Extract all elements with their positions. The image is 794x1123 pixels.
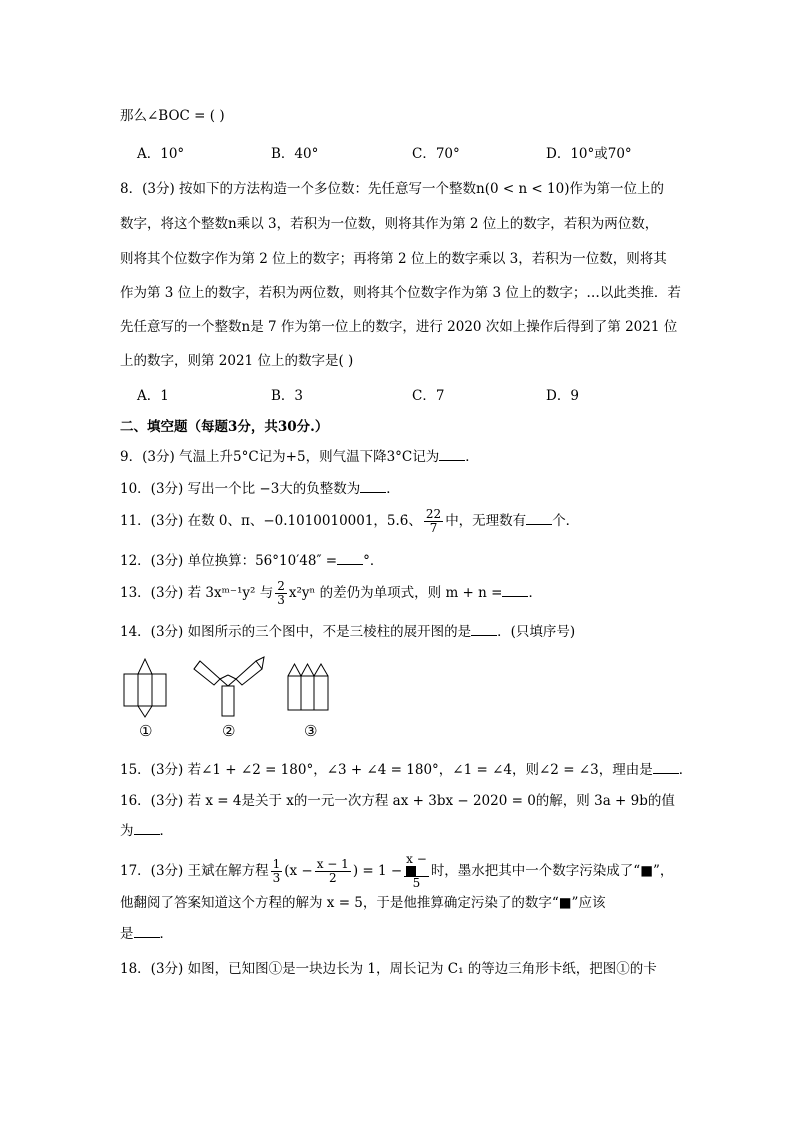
q16-end: ． — [159, 823, 173, 839]
net-figure-1 — [118, 655, 170, 719]
q9 — [120, 448, 479, 466]
q16-line-1: 16．(3分) 若 x = 4是关于 x的一元一次方程 ax + 3bx − 2020 = 0的解，则 3a + 9b的值 — [120, 793, 675, 809]
frac-num: 22 — [425, 507, 442, 521]
q7-option-a: A．10° — [137, 146, 185, 162]
frac-den: 3 — [272, 871, 281, 885]
q11-text: 11．(3分) 在数 0、π、−0.1010010001，5.6̇、 — [120, 513, 422, 529]
frac-num: x − 1 — [316, 857, 349, 871]
figure-label-1: ① — [139, 722, 153, 740]
q8-line-4: 作为第 3 位上的数字，若积为两位数，则将其个位数字作为第 3 位上的数字；…以此类推．若 — [120, 285, 681, 301]
q14-text: 14．(3分) 如图所示的三个图中，不是三棱柱的展开图的是 — [120, 624, 472, 640]
q11-end: 个． — [552, 513, 580, 529]
q12-end: °． — [363, 553, 384, 569]
q8-line-3: 则将其个位数字作为第 2 位上的数字；再将第 2 位上的数字乘以 3，若积为一位数，则将其 — [120, 251, 667, 267]
q14-end: ．(只填序号) — [497, 624, 576, 640]
q8-option-a: A．1 — [137, 388, 169, 404]
q14 — [120, 623, 575, 641]
q13-end: ． — [528, 585, 542, 601]
q17-line-1 — [120, 853, 673, 890]
fraction-1-3 — [271, 858, 283, 885]
q15-text: 15．(3分) 若∠1 + ∠2 = 180°，∠3 + ∠4 = 180°，∠1 = ∠4，则∠2 = ∠3，理由是 — [120, 762, 653, 778]
frac-den: 5 — [412, 876, 421, 890]
q17-text-4: 时，墨水把其中一个数字污染成了“■”， — [430, 863, 674, 879]
q13-text: 13．(3分) 若 3xᵐ⁻¹y² 与 — [120, 585, 274, 601]
fraction-smudged — [404, 853, 429, 890]
q8-option-b: B．3 — [271, 388, 304, 404]
q8-option-c: C．7 — [412, 388, 445, 404]
q7-option-d: D．10°或70° — [546, 146, 632, 162]
frac-num — [404, 853, 429, 877]
frac-den: 7 — [429, 521, 438, 535]
answer-blank — [653, 761, 679, 774]
q12 — [120, 552, 383, 570]
q8-line-2: 数字，将这个整数n乘以 3，若积为一位数，则将其作为第 2 位上的数字，若积为两位数， — [120, 216, 659, 232]
fraction-22-7 — [424, 508, 443, 535]
fraction-2-3 — [275, 580, 287, 607]
frac-num: 2 — [277, 579, 285, 593]
frac-den: 3 — [277, 593, 285, 607]
section-title: 二、填空题（每题3分，共30分.） — [120, 419, 329, 435]
ink-blot-icon — [406, 866, 416, 876]
q8-option-d: D．9 — [546, 388, 579, 404]
net-figure-3 — [284, 660, 332, 714]
q17-text-2: (x − — [284, 863, 313, 879]
q10 — [120, 480, 400, 498]
answer-blank — [337, 552, 363, 565]
q16-line-2 — [120, 822, 173, 840]
q17-text-5: 是 — [120, 926, 134, 942]
q10-end: ． — [386, 481, 400, 497]
q8-line-5: 先任意写的一个整数n是 7 作为第一位上的数字，进行 2020 次如上操作后得到了第 2021 位 — [120, 319, 678, 335]
q8-line-6: 上的数字，则第 2021 位上的数字是( ) — [120, 353, 354, 369]
q17-line-3 — [120, 925, 173, 943]
net-figure-2 — [192, 655, 268, 719]
q7-stem-tail: 那么∠BOC = ( ) — [120, 108, 225, 124]
q12-text: 12．(3分) 单位换算：56°10′48″ = — [120, 553, 338, 569]
answer-blank — [502, 584, 528, 597]
answer-blank — [134, 925, 160, 938]
q17-end: ． — [159, 926, 173, 942]
figure-label-3: ③ — [304, 722, 318, 740]
q11 — [120, 508, 579, 535]
q15-end: ． — [678, 762, 693, 778]
q7-option-c: C．70° — [412, 146, 460, 162]
q9-end: ． — [465, 449, 479, 465]
frac-num-text: x − — [406, 852, 427, 866]
q10-text: 10．(3分) 写出一个比 −3大的负整数为 — [120, 481, 361, 497]
frac-num: 1 — [272, 857, 281, 871]
q13-text-2: x²yⁿ 的差仍为单项式，则 m + n = — [288, 585, 503, 601]
frac-den: 2 — [328, 871, 337, 885]
q15 — [120, 761, 692, 779]
q17-text-3: ) = 1 − — [352, 863, 403, 879]
fraction-x-minus-1-over-2 — [315, 858, 351, 885]
q17-line-2: 他翻阅了答案知道这个方程的解为 x = 5，于是他推算确定污染了的数字“■”应该 — [120, 895, 606, 911]
figure-label-2: ② — [222, 722, 236, 740]
answer-blank — [439, 448, 465, 461]
answer-blank — [471, 623, 497, 636]
answer-blank — [526, 512, 552, 525]
q18-line-1: 18．(3分) 如图，已知图①是一块边长为 1，周长记为 C₁ 的等边三角形卡纸，把图①的卡 — [120, 961, 657, 977]
q16-text: 为 — [120, 823, 134, 839]
q7-option-b: B．40° — [271, 146, 319, 162]
answer-blank — [134, 822, 160, 835]
q8-line-1: 8．(3分) 按如下的方法构造一个多位数：先任意写一个整数n(0 < n < 10)作为第一位上的 — [120, 181, 664, 197]
q13 — [120, 580, 542, 607]
answer-blank — [360, 480, 386, 493]
q17-text: 17．(3分) 王斌在解方程 — [120, 863, 269, 879]
q11-text-2: 中，无理数有 — [445, 513, 527, 529]
q9-text: 9．(3分) 气温上升5°C记为+5，则气温下降3°C记为 — [120, 449, 440, 465]
